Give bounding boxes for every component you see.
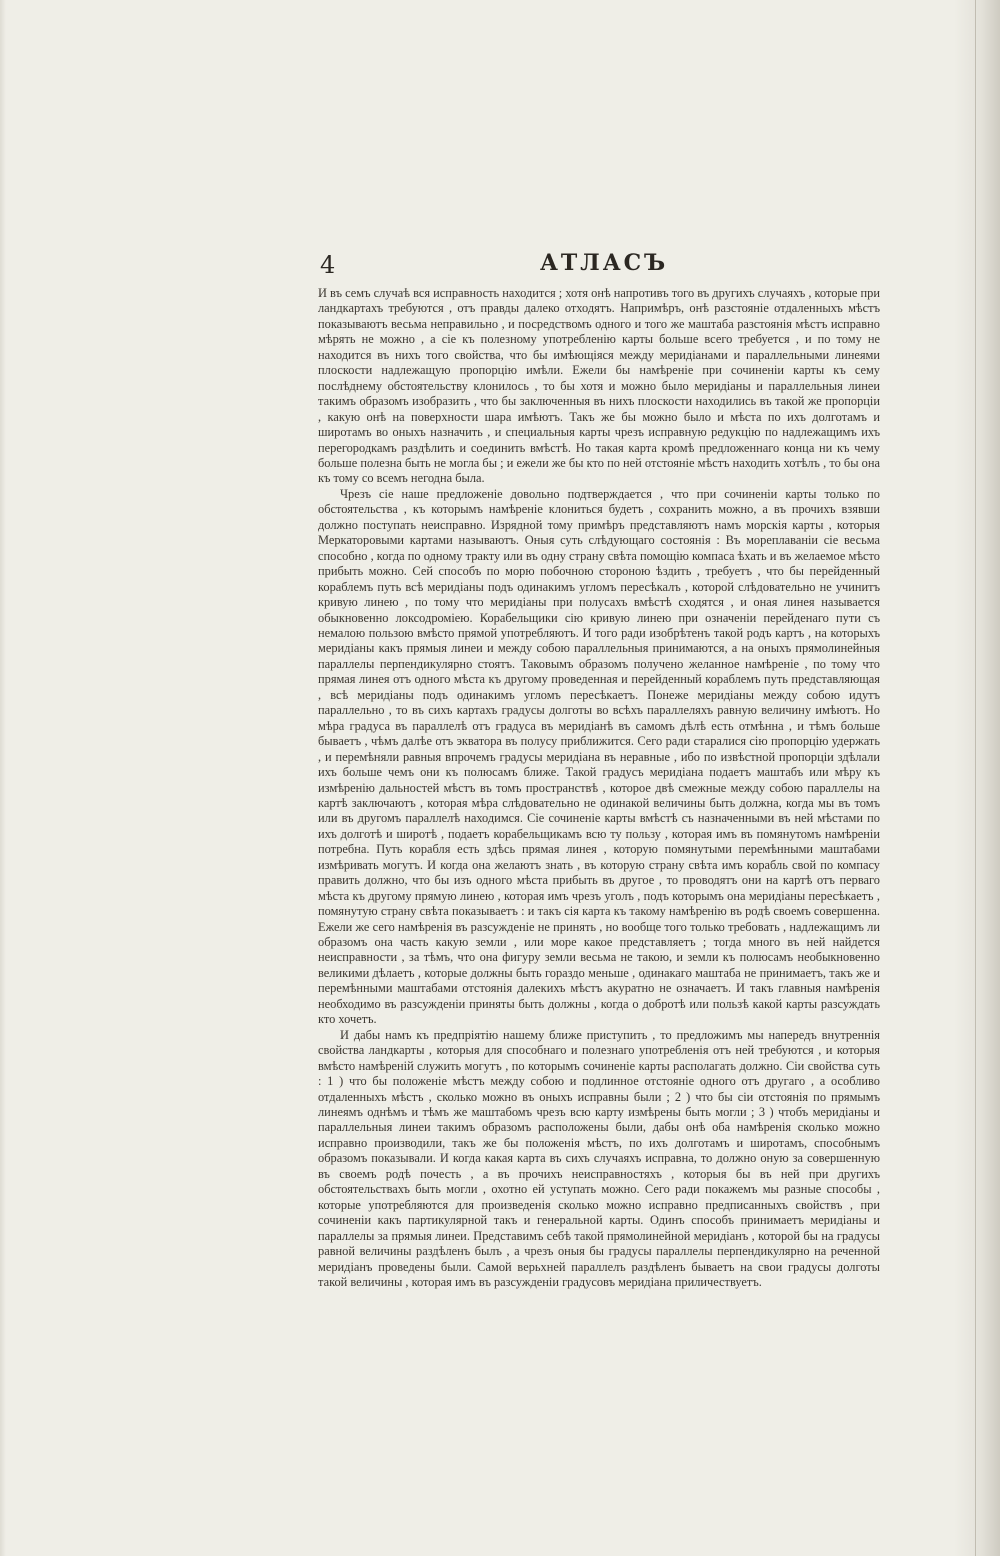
paragraph-1: И въ семъ случаѣ вся исправность находится ; хотя онѣ напротивъ того въ другихъ случаяхъ , которые при ландкартахъ требуются , отъ правды далеко отходятъ. Напримѣръ, онѣ разстояніе отдаленныхъ мѣстъ показываютъ весьма неправильно , и посредствомъ одного и того же маштаба разстоянія мѣстъ исправно мѣрять не можно , а сіе къ полезному употребленію карты больше всего требуется , и по тому не находится въ нихъ того свойства, что бы имѣющіяся между меридіанами и параллельными линеями плоскости надлежащую пропорцію имѣли. Ежели бы намѣреніе при сочиненіи карты къ сему послѣднему обстоятельству клонилось , то бы хотя и можно было меридіаны и параллельныя линеи такимъ образомъ изобразить , что бы заключенныя въ нихъ плоскости находились въ такой же пропорціи , какую онѣ на поверхности шара имѣютъ. Такъ же бы можно было и мѣста по ихъ долготамъ и широтамъ во оныхъ назначить , и специальныя карты чрезъ исправную редукцію по надлежащимъ ихъ перегородкамъ раздѣлить и соединить вмѣстѣ. Но такая карта кромѣ предложеннаго конца ни къ чему больше полезна быть не могла бы ; и ежели же бы кто по ней отстояніе мѣстъ находить хотѣлъ , то бы она къ тому со всемъ негодна была. <box>318 286 880 486</box>
paragraph-3: И дабы намъ къ предпріятію нашему ближе приступить , то предложимъ мы напередъ внутреннія свойства ландкарты , которыя для способнаго и полезнаго употребленія отъ ней требуются , и которыя вмѣсто намѣреній служить могутъ , по которымъ сочиненіе карты располагать должно. Сіи свойства суть : 1 ) что бы положеніе мѣстъ между собою и подлинное отстояніе одного отъ другаго , а особливо отдаленныхъ мѣстъ , сколько можно въ оныхъ исправны были ; 2 ) что бы сіи отстоянія по прямымъ линеямъ однѣмъ и тѣмъ же маштабомъ чрезъ всю карту измѣрены быть могли ; 3 ) чтобъ меридіаны и параллельныя линеи такимъ образомъ расположены были, дабы онѣ оба намѣренія сколько можно исправно производили, такъ же бы положенія мѣстъ, по ихъ долготамъ и широтамъ, способнымъ образомъ показывали. И когда какая карта въ сихъ случаяхъ исправна, то должно оную за совершенную въ своемъ родѣ почесть , а въ прочихъ неисправностяхъ , которыя бы въ ней при другихъ обстоятельствахъ быть могли , охотно ей уступать можно. Сего ради покажемъ мы разные способы , которые употребляются для произведенія сколько можно исправно предписанныхъ свойствъ , при сочиненіи какъ партикулярной такъ и генеральной карты. Одинъ способъ принимаетъ меридіаны и параллелы за прямыя линеи. Представимъ себѣ такой прямолинейной меридіанъ , которой бы на градусы равной величины раздѣленъ былъ , а чрезъ оныя бы градусы параллелы перпендикулярно на реченной меридіанъ проведены были. Самой верьхней параллелъ раздѣленъ бываетъ на свои градусы долготы такой величины , которая имъ въ разсужденіи градусовъ меридіана приличествуетъ. <box>318 1027 880 1289</box>
body-text <box>318 286 880 1290</box>
page-gutter-line <box>975 0 976 1556</box>
page-gutter-shadow <box>954 0 1000 1556</box>
paragraph-2: Чрезъ сіе наше предложеніе довольно подтверждается , что при сочиненіи карты только по обстоятельства , къ которымъ намѣреніе клониться будетъ , сохранить можно, а въ прочихъ взявши должно поступать неисправно. Изрядной тому примѣръ представляютъ намъ морскія карты , которыя Меркаторовыми картами называютъ. Оныя суть слѣдующаго состоянія : Въ мореплаваніи сіе весьма способно , когда по одному тракту или въ одну страну свѣта помощію компаса ѣхать и въ желаемое мѣсто прибыть можно. Сей способъ по морю побочною стороною ѣздить , требуетъ , что бы перейденный кораблемъ путь всѣ меридіаны подъ одинакимъ угломъ пересѣкалъ , которой слѣдовательно не учинитъ кривую линею , по тому что меридіаны при полусахъ вмѣстѣ сходятся , и оная линея называется обыкновенно локсодроміею. Корабельщики сію кривую линею при означеніи перейденаго пути съ немалою пользою вмѣсто прямой употребляютъ. И того ради изобрѣтенъ такой родъ картъ , на которыхъ меридіаны какъ прямыя линеи и между собою параллельныя принимаются, а на оныхъ прямолинейныя параллелы перпендикулярно стоятъ. Таковымъ образомъ получено желанное намѣреніе , по тому что прямая линея отъ одного мѣста къ другому проведенная и перейденный кораблемъ путь представляющая , всѣ меридіаны подъ одинакимъ угломъ пересѣкаетъ. Понеже меридіаны между собою идутъ параллельно , то въ сихъ картахъ градусы долготы во всѣхъ параллеляхъ равную величину имѣютъ. Но мѣра градуса въ параллелѣ отъ градуса въ меридіанѣ въ самомъ дѣлѣ есть отмѣнна , и тѣмъ больше бываетъ , чѣмъ далѣе отъ экватора въ полусу приближится. Сего ради старалися сію пропорцію удержать , и перемѣняли равныя впрочемъ градусы меридіана въ неравные , ибо по извѣстной пропорціи здѣлали ихъ больше чемъ они къ полюсамъ ближе. Такой градусъ меридіана подаетъ маштабъ или мѣру къ измѣренію дальностей мѣстъ въ томъ пространствѣ , которое двѣ смежные между собою параллелы на картѣ заключаютъ , которая мѣра слѣдовательно не одинакой величины быть должна, когда мы въ томъ или въ другомъ параллелѣ находимся. Сіе сочиненіе карты вмѣстѣ съ назначенными въ ней мѣстами по ихъ долготѣ и широтѣ , подаетъ корабельщикамъ всю ту пользу , которая имъ въ помянутомъ намѣреніи потребна. Путь корабля есть здѣсь прямая линея , которую помянутыми перемѣнными маштабами измѣривать могутъ. И когда она желаютъ знать , въ которую страну свѣта имъ корабль свой по компасу править должно, что бы изъ одного мѣста прибыть въ другое , то проводятъ они на картѣ отъ перваго мѣста къ другому прямую линею , которая имъ чрезъ уголъ , подъ которымъ она меридіаны пересѣкаетъ , помянутую страну свѣта показываетъ : и такъ сія карта къ такому намѣренію въ родѣ своемъ совершенна. Ежели же сего намѣренія въ разсужденіе не принять , но вообще того только требовать , надлежащимъ ли образомъ она часть какую земли , или море какое представляетъ ; тогда много въ ней найдется неисправности , за тѣмъ, что она фигуру земли весьма не такою, и земли къ полюсамъ необыкновенно великими дѣлаетъ , которые должны быть гораздо меньше , одинакаго маштаба не принимаетъ, такъ же и перемѣнными маштабами отстоянія далекихъ мѣстъ акуратно не означаетъ. И такъ главныя намѣренія необходимо въ разсужденіи приняты быть должны , когда о добротѣ или пользѣ какой карты разсуждать кто хочетъ. <box>318 486 880 1027</box>
page-left-edge <box>0 0 6 1556</box>
running-title: АТЛАСЪ <box>540 250 669 276</box>
page-number: 4 <box>320 251 336 279</box>
